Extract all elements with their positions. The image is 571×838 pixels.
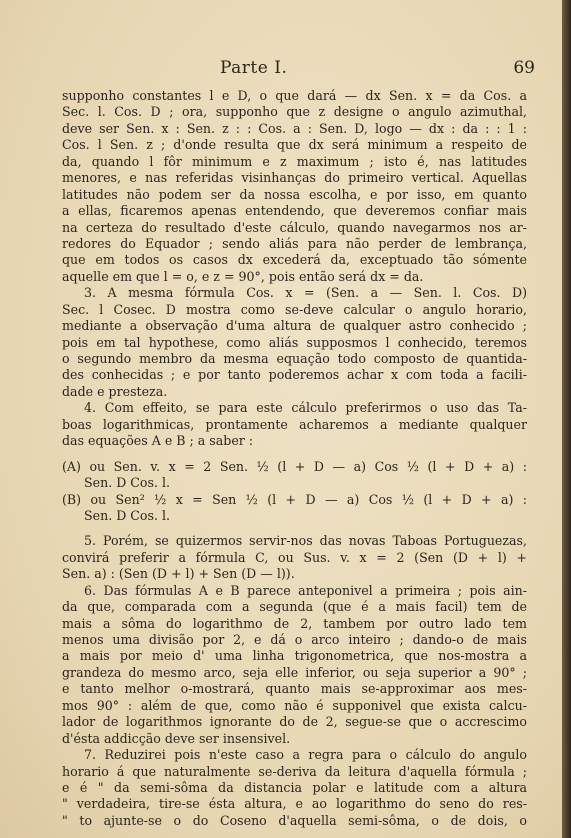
section-gap: [62, 524, 527, 533]
text-line: Sen. D Cos. l.: [84, 475, 171, 491]
text-line: mais a sôma do logarithmo de 2, tambem por outro lado tem: [62, 615, 527, 631]
text-line: (B) ou Sen² ½ x = Sen ½ (l + D — a) Cos ½ (l + D + a) :: [62, 491, 527, 507]
text-line: boas logarithmicas, prontamente acharemos a mediante qualquer: [62, 416, 527, 432]
text-line: horario á que naturalmente se-deriva da leitura d'aquella fórmula ;: [62, 763, 527, 779]
text-line: " to ajunte-se o do Coseno d'aquella semi-sôma, o de dois, o: [62, 812, 527, 828]
text-line: mos 90° : além de que, como não é supponivel que exista calcu-: [62, 697, 527, 713]
text-line: o segundo membro da mesma equação todo composto de quantida-: [62, 351, 527, 366]
text-line: deve ser Sen. x : Sen. z : : Cos. a : Sen. D, logo — dx : da : : 1 :: [62, 120, 527, 136]
text-line: Cos. l Sen. z ; d'onde resulta que dx será minimum a respeito de: [62, 137, 527, 153]
text-line: 4. Com effeito, se para este cálculo preferirmos o uso das Ta-: [84, 400, 527, 416]
text-line: das equações A e B ; a saber :: [62, 433, 254, 449]
text-line: mediante a observação d'uma altura de qualquer astro conhecido ;: [62, 318, 527, 334]
text-line: a mais por meio d' uma linha trigonometrica, que nos-mostra a: [62, 648, 527, 664]
text-line: e tanto melhor o-mostrará, quanto mais se-approximar aos mes-: [62, 681, 527, 697]
text-line: Sen. a) : (Sen (D + l) + Sen (D — l)).: [62, 566, 295, 582]
text-line: latitudes não podem ser da nossa escolha, e por isso, em quanto: [62, 186, 527, 202]
text-line: menores, e nas referidas visinhanças do primeiro vertical. Aquellas: [62, 170, 527, 186]
text-line: supponho constantes l e D, o que dará — dx Sen. x = da Cos. a: [62, 88, 527, 103]
text-line: 5. Porém, se quizermos servir-nos das novas Taboas Portuguezas,: [84, 533, 527, 549]
text-line: " verdadeira, tire-se ésta altura, e ao logarithmo do seno do res-: [62, 796, 527, 812]
text-line: na certeza do resultado d'este cálculo, quando navegarmos nos ar-: [62, 219, 527, 235]
page-binding-edge: [562, 0, 571, 838]
text-line: pois em tal hypothese, como aliás supposmos l conhecido, teremos: [62, 334, 527, 350]
text-line: a ellas, ficaremos apenas entendendo, que deveremos confiar mais: [62, 203, 527, 219]
text-line: redores do Equador ; sendo aliás para não perder de lembrança,: [62, 235, 527, 251]
text-line: da que, comparada com a segunda (que é a mais facil) tem de: [62, 599, 527, 615]
page-number: 69: [513, 58, 535, 78]
text-line: 7. Reduzirei pois n'este caso a regra para o cálculo do angulo: [84, 747, 527, 763]
text-line: e é " da semi-sôma da distancia polar e latitude com a altura: [62, 779, 527, 795]
text-line: (A) ou Sen. v. x = 2 Sen. ½ (l + D — a) Cos ½ (l + D + a) :: [62, 458, 527, 474]
text-line: grandeza do mesmo arco, seja elle inferior, ou seja superior a 90° ;: [62, 664, 527, 680]
text-line: 6. Das fórmulas A e B parece anteponivel a primeira ; pois ain-: [84, 582, 527, 598]
text-line: convirá preferir a fórmula C, ou Sus. v. x = 2 (Sen (D + l) +: [62, 549, 527, 565]
text-line: da, quando l fôr minimum e z maximum ; isto é, nas latitudes: [62, 153, 527, 169]
text-line: menos uma divisão por 2, e dá o arco inteiro ; dando-o de mais: [62, 632, 527, 647]
text-line: que em todos os casos dx excederá da, exceptuado tão sómente: [62, 252, 527, 268]
text-line: lador de logarithmos ignorante do de 2, segue-se que o accrescimo: [62, 714, 527, 730]
running-title: Parte I.: [220, 58, 288, 78]
text-line: Sec. l. Cos. D ; ora, supponho que z designe o angulo azimuthal,: [62, 104, 527, 120]
text-line: Sen. D Cos. l.: [84, 507, 171, 523]
section-gap: [62, 450, 527, 459]
text-line: Sec. l Cosec. D mostra como se-deve calcular o angulo horario,: [62, 301, 527, 317]
text-line: d'ésta addicção deve ser insensivel.: [62, 730, 291, 746]
running-header: [0, 58, 571, 80]
text-line: aquelle em que l = o, e z = 90°, pois então será dx = da.: [62, 268, 424, 284]
text-line: des conhecidas ; e por tanto poderemos achar x com toda a facili-: [62, 367, 527, 383]
text-line: 3. A mesma fórmula Cos. x = (Sen. a — Sen. l. Cos. D): [84, 285, 527, 301]
text-line: dade e presteza.: [62, 383, 168, 399]
body-text: [62, 88, 527, 829]
